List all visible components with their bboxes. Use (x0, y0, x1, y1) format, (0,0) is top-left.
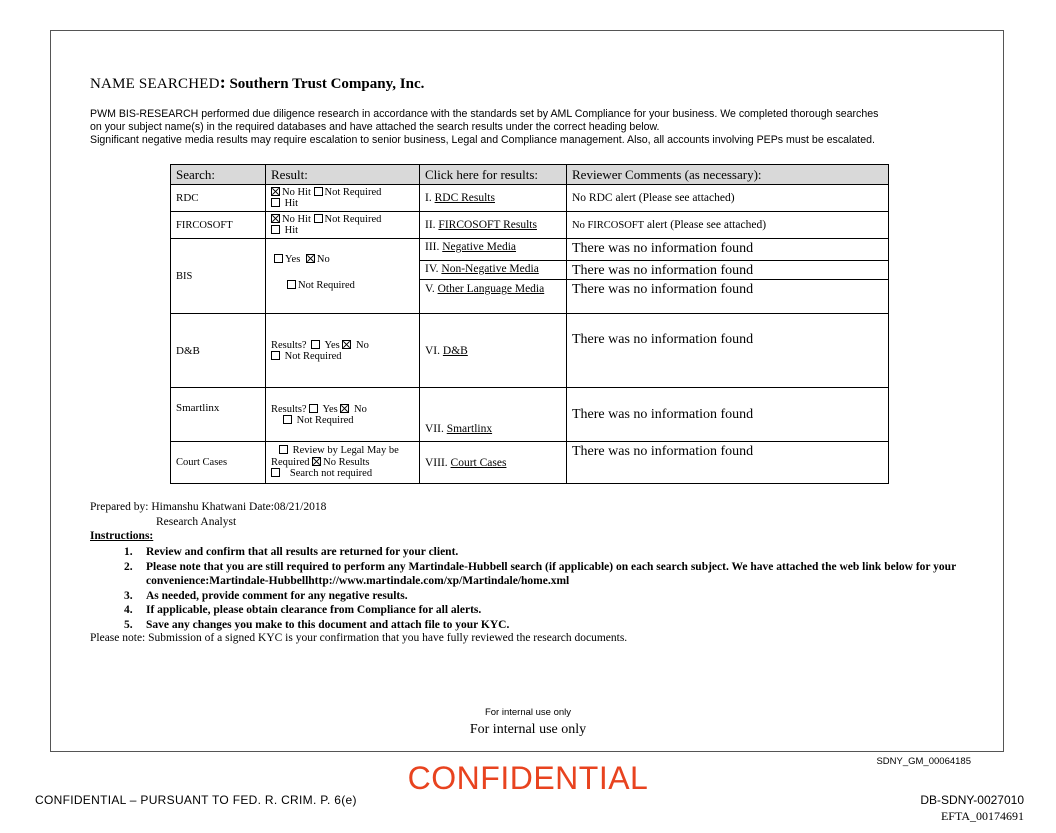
result-cell (266, 239, 420, 314)
table-row-court-cases (171, 442, 889, 484)
reviewer-comment: There was no information found (567, 442, 889, 484)
results-label: Results? (271, 403, 307, 415)
search-name: FIRCOSOFT (171, 212, 266, 239)
list-item (124, 603, 974, 618)
checkbox-not-required[interactable] (283, 415, 292, 424)
item-text: As needed, provide comment for any negative results. (146, 589, 408, 602)
checkbox-review-by-legal[interactable] (279, 445, 288, 454)
prepared-by (90, 500, 326, 530)
table-header-row (171, 165, 889, 185)
search-name: Court Cases (171, 442, 266, 484)
checkbox-not-required[interactable] (314, 214, 323, 223)
option-label: No Hit (282, 187, 311, 198)
link-prefix: V. (425, 283, 435, 295)
list-item (124, 618, 974, 633)
table-row-bis (171, 239, 889, 314)
link-prefix: I. (425, 192, 432, 204)
rdc-results-link[interactable]: RDC Results (434, 192, 495, 204)
confidential-stamp: CONFIDENTIAL (407, 760, 649, 796)
table-row-smartlinx (171, 388, 889, 442)
list-item (124, 589, 974, 604)
list-item (124, 545, 974, 560)
search-name: RDC (171, 185, 266, 212)
name-searched-colon: : (219, 72, 226, 92)
intro-line: PWM BIS-RESEARCH performed due diligence research in accordance with the standards set by AML Compliance for your business. We completed thorough searches (90, 108, 879, 120)
header-search: Search: (171, 165, 266, 185)
dnb-link[interactable]: D&B (442, 344, 468, 357)
item-number: 2. (124, 560, 133, 573)
intro-paragraph (90, 108, 970, 147)
results-link-cell (420, 442, 567, 484)
checkbox-yes[interactable] (274, 254, 283, 263)
table-row-fircosoft (171, 212, 889, 239)
instructions-title: Instructions: (90, 530, 154, 542)
header-result: Result: (266, 165, 420, 185)
reviewer-comment (567, 212, 889, 239)
internal-use-small: For internal use only (484, 707, 572, 718)
link-prefix: IV. (425, 263, 439, 275)
option-label: Not Required (284, 350, 342, 362)
option-label: Not Required (298, 280, 355, 291)
results-link-cell (420, 314, 567, 388)
reviewer-comment: No RDC alert (Please see attached) (567, 185, 889, 212)
checkbox-no-hit[interactable] (271, 187, 280, 196)
link-prefix: VII. (425, 423, 444, 435)
option-label: No (356, 339, 369, 351)
checkbox-search-not-required[interactable] (271, 468, 280, 477)
option-label: No Results (323, 456, 370, 468)
link-prefix: VI. (425, 344, 441, 357)
non-negative-media-link[interactable]: Non-Negative Media (441, 263, 539, 275)
reviewer-comment: There was no information found (567, 314, 889, 388)
checkbox-hit[interactable] (271, 198, 280, 207)
option-label: Yes (285, 254, 301, 265)
option-label: Not Required (324, 214, 382, 225)
reviewer-comment: There was no information found (567, 239, 888, 261)
internal-use-large: For internal use only (469, 722, 587, 737)
result-cell (266, 442, 420, 484)
result-cell (266, 212, 420, 239)
results-table (170, 164, 889, 484)
confidential-notice: CONFIDENTIAL – PURSUANT TO FED. R. CRIM. P. 6(e) (35, 793, 357, 807)
results-label: Results? (271, 339, 307, 351)
table-row-dnb (171, 314, 889, 388)
option-label: No Hit (282, 214, 311, 225)
bates-number-top: SDNY_GM_00064185 (876, 756, 971, 767)
checkbox-no[interactable] (340, 404, 349, 413)
bates-number: DB-SDNY-0027010 (920, 793, 1024, 807)
reviewer-comment: There was no information found (572, 282, 754, 297)
item-number: 1. (124, 546, 133, 558)
checkbox-no[interactable] (306, 254, 315, 263)
checkbox-no-hit[interactable] (271, 214, 280, 223)
option-label: Hit (284, 198, 299, 209)
list-item (124, 560, 974, 589)
option-label: Search not required (289, 468, 373, 480)
option-label: Yes (324, 339, 340, 351)
prepared-by-role: Research Analyst (156, 516, 237, 528)
option-label: No (316, 254, 330, 265)
checkbox-no-results[interactable] (312, 457, 321, 466)
checkbox-not-required[interactable] (287, 280, 296, 289)
prepared-by-line: Prepared by: Himanshu Khatwani Date:08/21/2018 (90, 501, 327, 513)
subject-name: Southern Trust Company, Inc. (229, 76, 425, 92)
court-cases-link[interactable]: Court Cases (450, 456, 507, 469)
bis-link-row (420, 280, 566, 313)
intro-line: on your subject name(s) in the required databases and have attached the search results under the correct heading below. (90, 121, 660, 133)
fircosoft-results-link[interactable]: FIRCOSOFT Results (438, 219, 537, 231)
item-text: Please note that you are still required to perform any Martindale-Hubbell search (if applicable) on each search subject. We have attached the web link below for your convenience:Martindale-Hubbellhttp://www.martindale.com/xp/Martindale/home.xml (146, 560, 956, 587)
result-cell (266, 388, 420, 442)
checkbox-yes[interactable] (309, 404, 318, 413)
header-reviewer-comments: Reviewer Comments (as necessary): (567, 165, 889, 185)
results-link-cell (420, 239, 567, 314)
item-text: Save any changes you make to this document and attach file to your KYC. (146, 618, 510, 631)
option-label: Required (271, 456, 310, 468)
efta-number: EFTA_00174691 (940, 809, 1024, 823)
submission-note: Please note: Submission of a signed KYC is your confirmation that you have fully reviewed the research documents. (90, 632, 628, 644)
other-language-media-link[interactable]: Other Language Media (437, 283, 545, 295)
header-results-link: Click here for results: (420, 165, 567, 185)
option-label: Not Required (324, 187, 382, 198)
name-searched-label: NAME SEARCHED (90, 76, 220, 92)
link-prefix: III. (425, 241, 440, 253)
item-number: 4. (124, 604, 133, 616)
smartlinx-link[interactable]: Smartlinx (446, 423, 493, 435)
item-number: 3. (124, 589, 133, 602)
checkbox-not-required[interactable] (271, 351, 280, 360)
option-label: No (354, 403, 367, 415)
search-name: D&B (171, 314, 266, 388)
checkbox-yes[interactable] (311, 340, 320, 349)
option-label: Yes (322, 403, 338, 415)
item-number: 5. (124, 618, 133, 631)
option-label: Not Required (296, 414, 354, 426)
table-row-rdc (171, 185, 889, 212)
checkbox-no[interactable] (342, 340, 351, 349)
result-cell (266, 314, 420, 388)
option-label: Hit (284, 225, 299, 236)
comment-part: alert (Please see attached) (646, 219, 767, 231)
bis-link-row (420, 261, 566, 280)
negative-media-link[interactable]: Negative Media (442, 241, 517, 253)
instructions-list (124, 545, 974, 632)
reviewer-comment-cell (567, 239, 889, 314)
result-cell (266, 185, 420, 212)
comment-part: No FIRCOSOFT (572, 220, 645, 231)
results-link-cell (420, 212, 567, 239)
search-name: Smartlinx (171, 388, 266, 442)
checkbox-hit[interactable] (271, 225, 280, 234)
search-name: BIS (171, 239, 266, 314)
bis-link-row (420, 239, 566, 261)
item-text: Review and confirm that all results are returned for your client. (146, 546, 459, 558)
checkbox-not-required[interactable] (314, 187, 323, 196)
link-prefix: VIII. (425, 456, 448, 469)
results-link-cell (420, 388, 567, 442)
results-link-cell (420, 185, 567, 212)
item-text: If applicable, please obtain clearance from Compliance for all alerts. (146, 604, 482, 616)
name-searched (90, 72, 424, 93)
reviewer-comment: There was no information found (567, 261, 888, 280)
link-prefix: II. (425, 219, 436, 231)
option-label: Review by Legal May be (292, 445, 399, 457)
reviewer-comment: There was no information found (567, 388, 889, 442)
intro-line: Significant negative media results may require escalation to senior business, Legal and Compliance management. Also, all accounts involving PEPs must be escalated. (90, 134, 875, 146)
